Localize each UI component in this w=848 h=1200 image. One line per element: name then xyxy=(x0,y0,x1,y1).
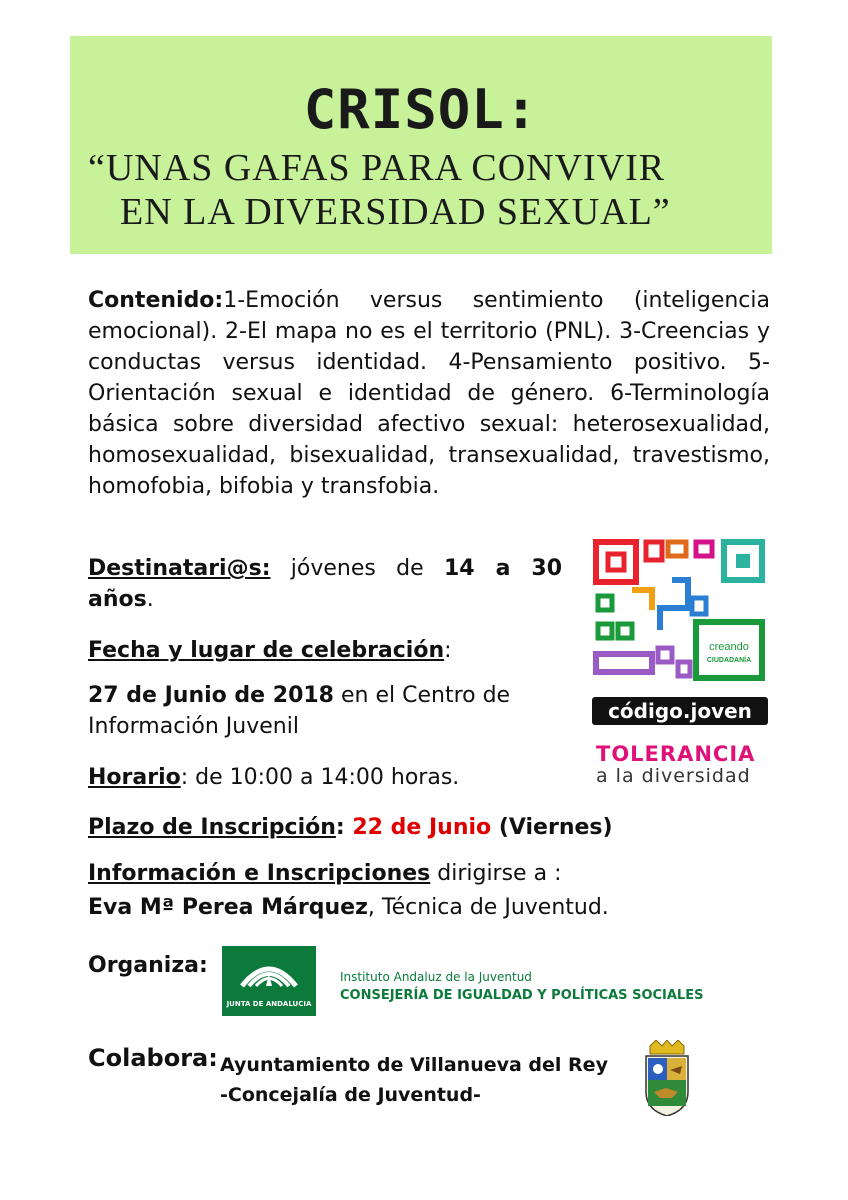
contenido-text: 1-Emoción versus sentimiento (inteligencia emocional). 2-El mapa no es el territorio (PNL). 3-Creencias y conductas versus identidad. 4-Pensamiento positivo. 5-Orientación sexual e identidad de género. 6-Terminología básica sobre diversidad afectivo sexual: heterosexualidad, homosexualidad, bisexualidad, transexualidad, travestismo, homofobia, bifobia y transfobia. xyxy=(88,288,770,499)
plazo-day: (Viernes) xyxy=(491,815,613,840)
institute-name: Instituto Andaluz de la Juventud xyxy=(340,970,532,984)
contact-name: Eva Mª Perea Márquez xyxy=(88,895,368,920)
informacion-label: Información e Inscripciones xyxy=(88,861,431,886)
contenido-label: Contenido: xyxy=(88,288,224,313)
horario-text: : de 10:00 a 14:00 horas. xyxy=(180,765,460,790)
town-crest-icon xyxy=(642,1040,692,1116)
horario-paragraph xyxy=(88,762,459,793)
colabora-text xyxy=(220,1050,608,1110)
poster-title: CRISOL: xyxy=(303,78,539,141)
junta-andalucia-logo xyxy=(222,946,316,1016)
colabora-label: Colabora: xyxy=(88,1044,218,1072)
informacion-text: dirigirse a : xyxy=(430,861,562,886)
destinatarios-end: . xyxy=(146,587,154,612)
contact-paragraph xyxy=(88,892,609,923)
colabora-line2: -Concejalía de Juventud- xyxy=(220,1084,481,1106)
fecha-date: 27 de Junio de 2018 xyxy=(88,683,334,708)
fecha-label: Fecha y lugar de celebración xyxy=(88,638,445,663)
header-banner xyxy=(70,36,772,254)
destinatarios-text: jóvenes de xyxy=(270,556,444,581)
logo-ciudadania: CIUDADANÍA xyxy=(706,657,752,664)
fecha-heading xyxy=(88,635,452,666)
logo-creando: creando xyxy=(709,641,749,653)
junta-caption: JUNTA DE ANDALUCIA xyxy=(226,1000,312,1008)
tolerancia-title: TOLERANCIA xyxy=(596,742,756,766)
destinatarios-paragraph xyxy=(88,553,562,615)
contenido-paragraph xyxy=(88,285,770,502)
poster-subtitle-line2: EN LA DIVERSIDAD SEXUAL” xyxy=(120,191,671,233)
fecha-place: en el Centro de Información Juvenil xyxy=(88,683,511,739)
junta-arcs-icon xyxy=(222,946,316,1002)
destinatarios-label: Destinatari@s: xyxy=(88,556,271,581)
codigo-joven-label: código.joven xyxy=(592,697,768,725)
plazo-colon: : xyxy=(335,815,353,840)
destinatarios-ages: 14 a 30 años xyxy=(88,556,562,612)
plazo-paragraph xyxy=(88,812,613,843)
informacion-paragraph xyxy=(88,858,561,889)
poster-subtitle-line1: “UNAS GAFAS PARA CONVIVIR xyxy=(88,147,666,189)
fecha-colon: : xyxy=(444,638,452,663)
plazo-label: Plazo de Inscripción xyxy=(88,815,336,840)
tolerancia-subtitle: a la diversidad xyxy=(596,765,751,787)
consejeria-name: CONSEJERÍA DE IGUALDAD Y POLÍTICAS SOCIALES xyxy=(340,988,704,1003)
fecha-paragraph xyxy=(88,680,568,742)
contact-role: , Técnica de Juventud. xyxy=(367,895,609,920)
horario-label: Horario xyxy=(88,765,181,790)
plazo-date: 22 de Junio xyxy=(352,815,492,840)
colabora-line1: Ayuntamiento de Villanueva del Rey xyxy=(220,1054,608,1076)
organiza-label: Organiza: xyxy=(88,953,208,978)
